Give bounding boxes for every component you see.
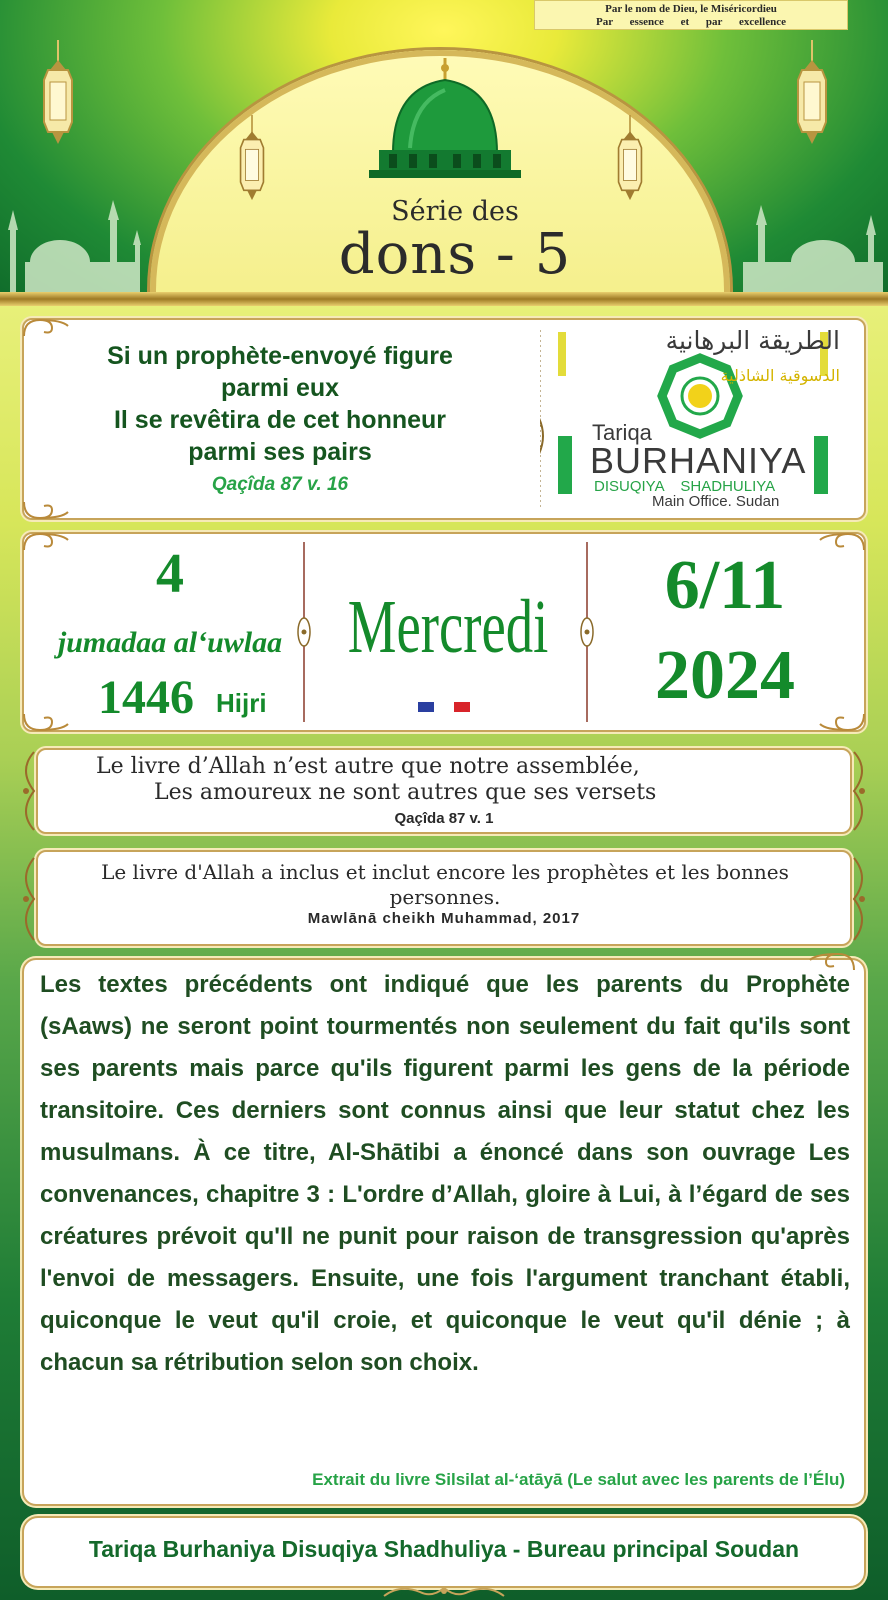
footer-text: Tariqa Burhaniya Disuqiya Shadhuliya - Bureau principal Soudan [88, 1536, 800, 1562]
gold-divider [0, 292, 888, 306]
basmala-banner [534, 0, 848, 30]
hijri-month: jumadaa al‘uwlaa [57, 626, 283, 659]
main-reference: Extrait du livre Silsilat al-‘atāyā (Le salut avec les parents de l’Élu) [312, 1470, 845, 1489]
quote-1-line: parmi eux [220, 374, 340, 402]
basmala-line1: Par le nom de Dieu, le Miséricordieu [605, 3, 777, 15]
header-banner [0, 0, 888, 306]
logo-subtitle: DISUQIYA SHADHULIYA [594, 478, 776, 495]
basmala-line2: Par essence et par excellence [596, 16, 786, 28]
logo-tariqa: Tariqa [592, 420, 652, 445]
lantern-icon [790, 40, 834, 150]
series-number: dons - 5 [338, 222, 572, 287]
hijri-day: 4 [156, 543, 184, 605]
ornament-corner-icon [22, 318, 70, 338]
mosque-skyline-left-icon [0, 200, 160, 295]
quote-1-line: Il se revêtira de cet honneur [113, 406, 447, 434]
ornament-side-icon [850, 750, 874, 832]
quote-3-reference: Mawlānā cheikh Muhammad, 2017 [307, 910, 581, 927]
ornament-side-icon [850, 856, 874, 942]
logo-name: BURHANIYA [590, 440, 807, 481]
hijri-label: Hijri [216, 688, 267, 718]
ornament-divider-icon [577, 542, 597, 722]
logo-arabic-line1: الطريقة البرهانية [665, 326, 840, 355]
green-dome-icon [365, 58, 525, 183]
quote-3-text: Le livre d'Allah a inclus et inclut encore les prophètes et les bonnes personnes. [101, 860, 789, 909]
ornament-side-icon [14, 750, 38, 832]
gregorian-daymonth: 6/11 [664, 547, 786, 624]
quote-1-reference: Qaçîda 87 v. 16 [211, 474, 349, 495]
french-flag-icon [418, 702, 470, 712]
ornament-corner-icon [22, 500, 70, 520]
logo-arabic-line2: الدسوقية الشاذلية [720, 366, 840, 385]
ornament-divider-icon [294, 542, 314, 722]
weekday: Mercredi [347, 585, 549, 669]
lantern-icon [612, 110, 648, 210]
series-title: Série des [391, 196, 519, 227]
main-text: Les textes précédents ont indiqué que les parents du Prophète (sAaws) ne seront point tourmentés non seulement du fait qu'ils sont ses parents mais parce qu'ils figurent parmi les gens de la période transitoire. Ces derniers sont connus ainsi que leur statut chez les musulmans. À ce titre, Al-Shātibi a énoncé dans son ouvrage Les convenances, chapitre 3 : L'ordre d’Allah, gloire à Lui, à l’égard de ses créatures prévoit qu'Il ne punit pour raison de transgression qu'après l'envoi de messagers. Ensuite, une fois l'argument tranchant établi, quiconque le veut qu'il croie, et quiconque le veut qu'il dénie ; à chacun sa rétribution selon son choix. [40, 971, 850, 1376]
lantern-icon [234, 110, 270, 210]
quote-1-text [40, 340, 520, 468]
logo-office: Main Office. Sudan [652, 493, 780, 510]
quote-1-line: parmi ses pairs [188, 438, 372, 466]
mosque-skyline-right-icon [728, 200, 888, 295]
gregorian-year: 2024 [655, 637, 795, 714]
lantern-icon [36, 40, 80, 150]
hijri-year: 1446 [98, 671, 194, 724]
ornament-bottom-icon [380, 1582, 508, 1600]
quote-2-line2: Les amoureux ne sont autres que ses versets [154, 780, 657, 805]
quote-2-reference: Qaçîda 87 v. 1 [394, 810, 494, 827]
quote-2-line1: Le livre d’Allah n’est autre que notre assemblée, [96, 754, 640, 779]
ornament-side-icon [14, 856, 38, 942]
quote-1-line: Si un prophète-envoyé figure [107, 342, 453, 370]
ornament-corner-icon [22, 712, 70, 732]
